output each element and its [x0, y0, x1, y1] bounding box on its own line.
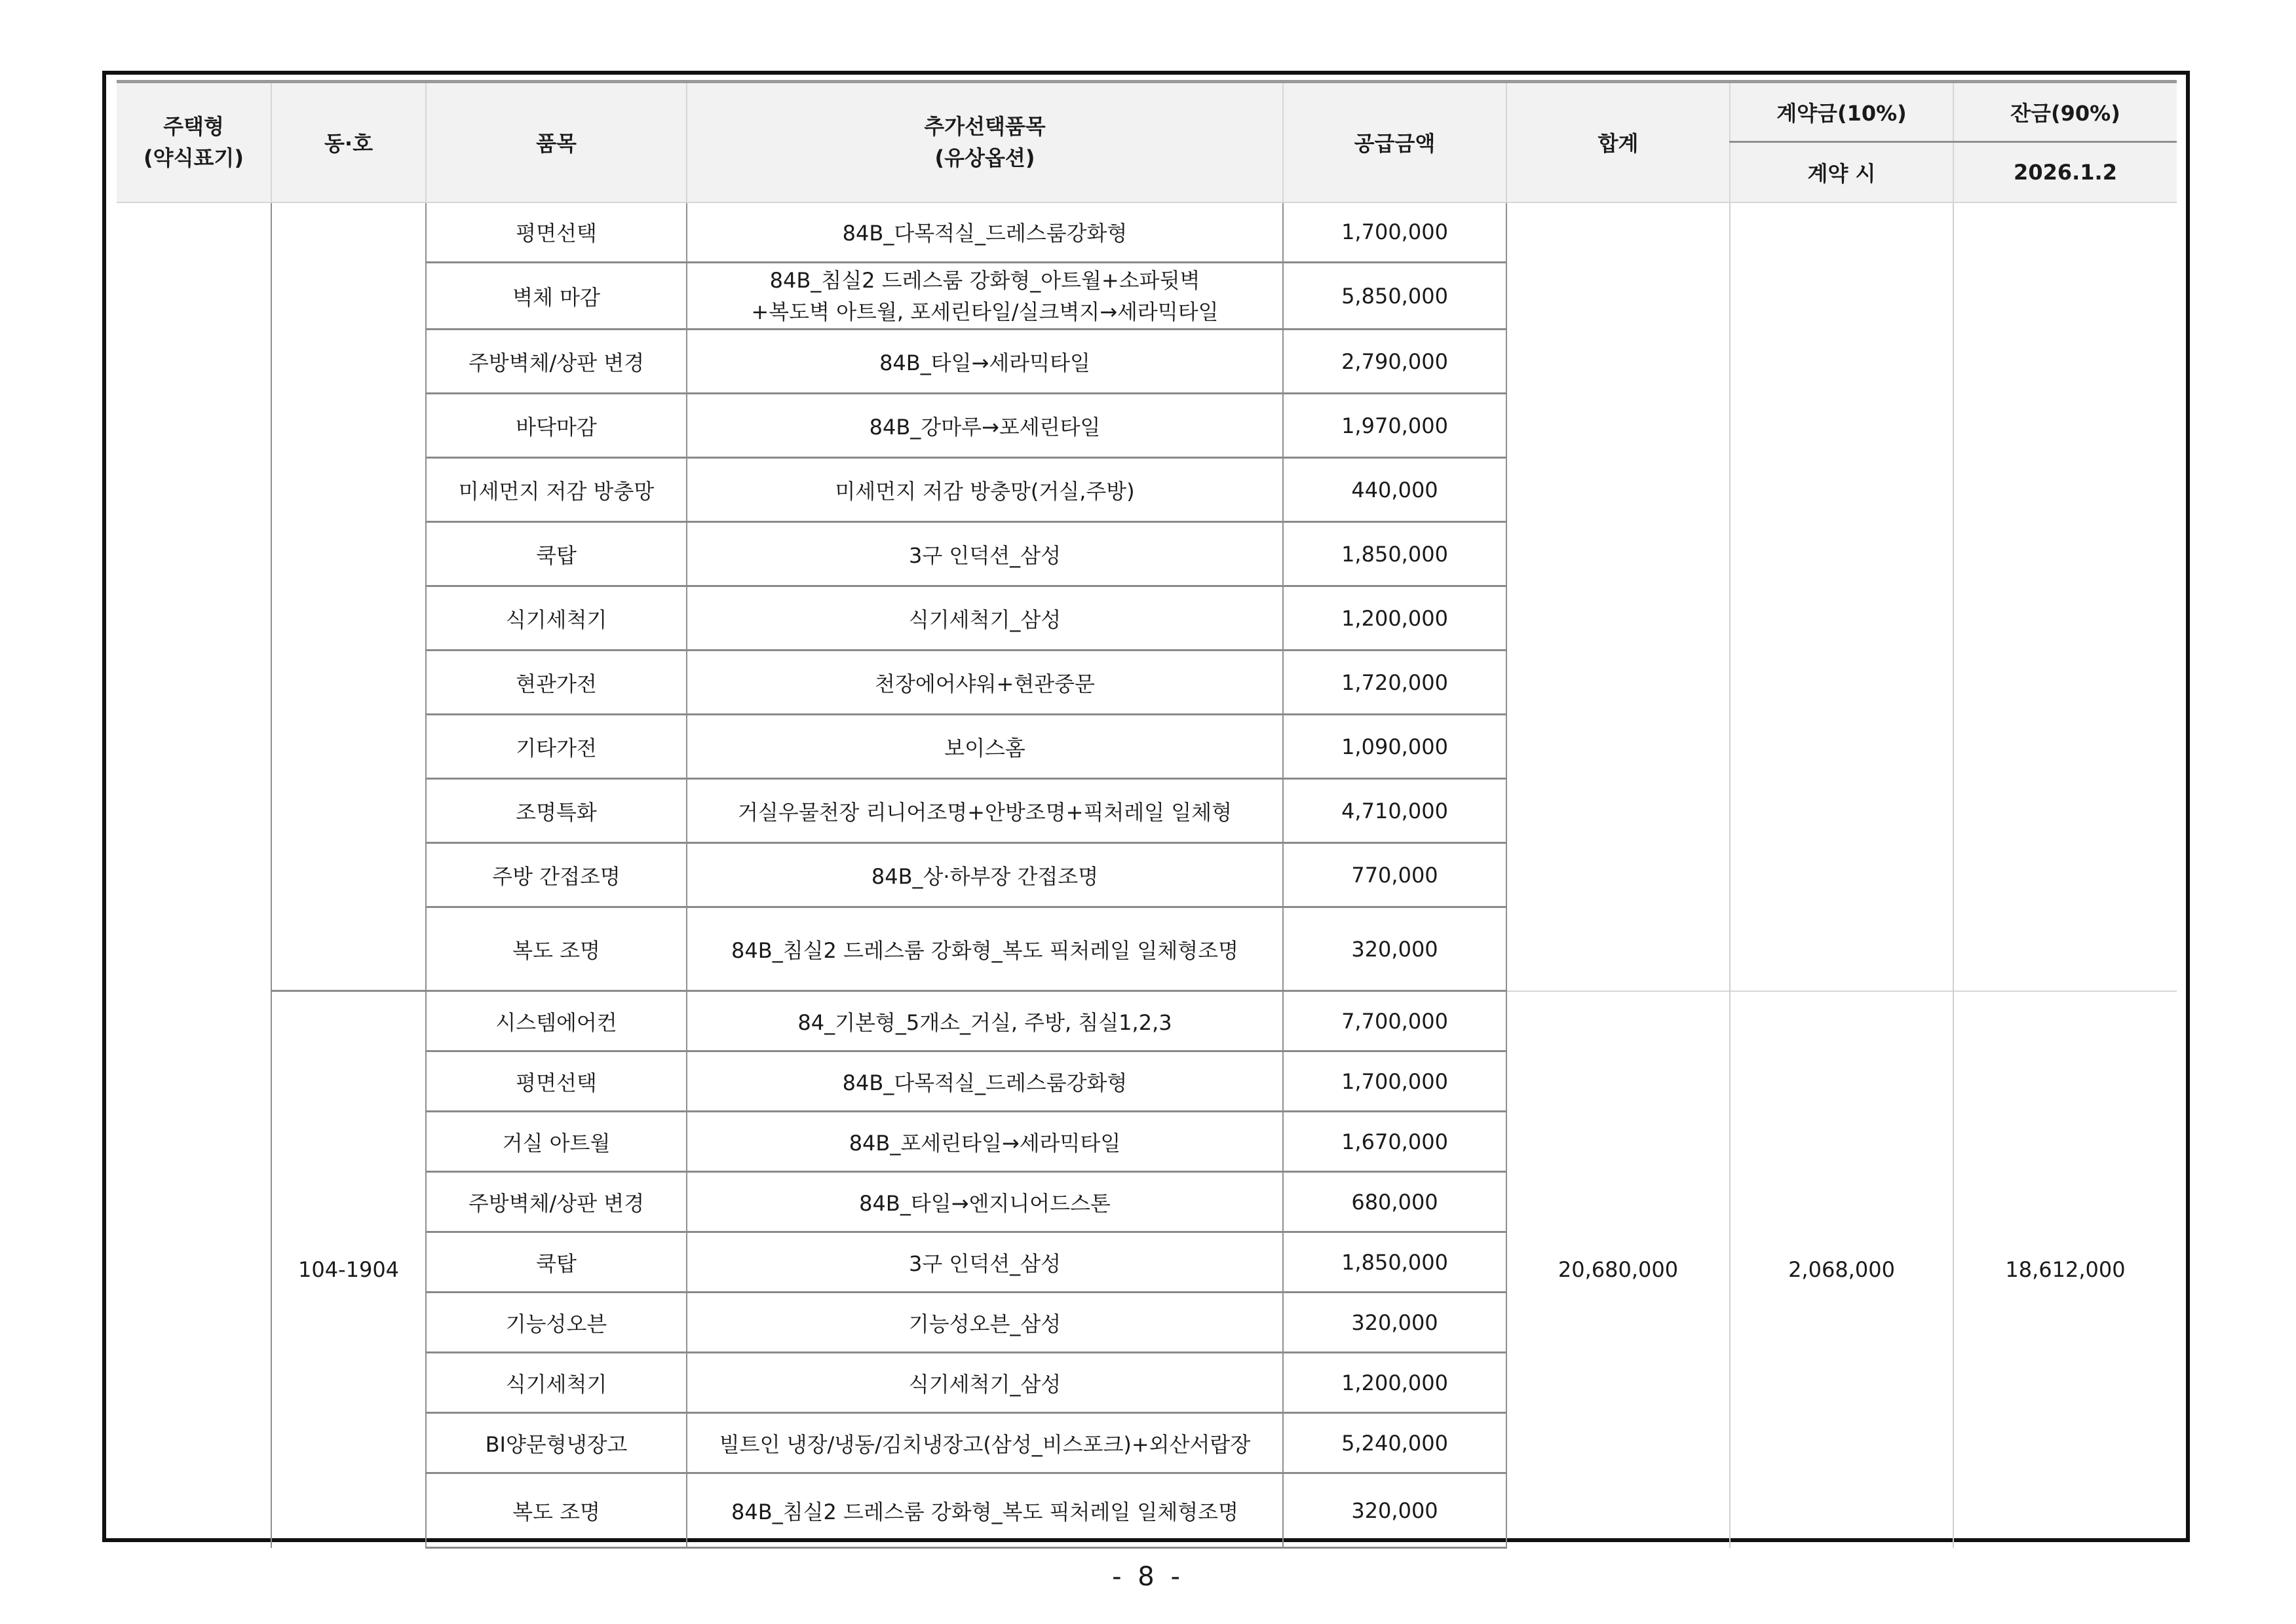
option-cell [687, 1232, 1283, 1293]
item-cell: 평면선택 [426, 1051, 687, 1112]
supply-amount-cell: 1,700,000 [1283, 202, 1506, 263]
option-text: 84B_상·하부장 간접조명 [871, 863, 1099, 889]
supply-amount-cell: 1,850,000 [1283, 522, 1506, 586]
option-cell [687, 202, 1283, 263]
supply-amount-cell: 440,000 [1283, 458, 1506, 522]
option-cell [687, 1353, 1283, 1413]
option-text: 기능성오븐_삼성 [908, 1311, 1062, 1336]
option-cell [687, 1473, 1283, 1548]
supply-amount-cell: 1,090,000 [1283, 715, 1506, 779]
header-option-line2: (유상옵션) [934, 145, 1035, 171]
option-text: 84B_침실2 드레스룸 강화형_복도 픽처레일 일체형조명 [731, 937, 1238, 963]
deposit-cell: 2,068,000 [1730, 991, 1953, 1548]
supply-amount-cell: 320,000 [1283, 907, 1506, 991]
option-text: 84B_침실2 드레스룸 강화형_복도 픽처레일 일체형조명 [731, 1499, 1238, 1524]
option-price-table [117, 80, 2177, 1549]
option-text: 거실우물천장 리니어조명+안방조명+픽처레일 일체형 [737, 799, 1233, 825]
option-cell [687, 907, 1283, 991]
option-text: +복도벽 아트월, 포세린타일/실크벽지→세라믹타일 [751, 299, 1219, 324]
item-cell: 식기세척기 [426, 586, 687, 651]
option-text: 3구 인덕션_삼성 [908, 542, 1061, 568]
supply-amount-cell: 4,710,000 [1283, 779, 1506, 843]
header-unit: 동·호 [271, 82, 426, 202]
supply-amount-cell: 1,200,000 [1283, 1353, 1506, 1413]
total-cell [1506, 202, 1730, 991]
header-balance-when: 2026.1.2 [1953, 142, 2177, 202]
option-text: 식기세척기_삼성 [908, 1371, 1062, 1397]
table-row [117, 202, 2177, 263]
option-cell [687, 843, 1283, 907]
housing-type-cell [117, 991, 271, 1548]
option-cell [687, 1112, 1283, 1172]
supply-amount-cell: 320,000 [1283, 1473, 1506, 1548]
option-text: 천장에어샤워+현관중문 [875, 671, 1095, 696]
option-cell [687, 1172, 1283, 1232]
item-cell: 복도 조명 [426, 1473, 687, 1548]
option-cell [687, 263, 1283, 330]
option-cell [687, 1293, 1283, 1353]
item-cell: 주방벽체/상판 변경 [426, 330, 687, 394]
header-balance: 잔금(90%) [1953, 82, 2177, 142]
option-text: 빌트인 냉장/냉동/김치냉장고(삼성_비스포크)+외산서랍장 [719, 1431, 1251, 1457]
item-cell: 조명특화 [426, 779, 687, 843]
item-cell: 복도 조명 [426, 907, 687, 991]
option-text: 84_기본형_5개소_거실, 주방, 침실1,2,3 [797, 1010, 1172, 1035]
option-cell [687, 779, 1283, 843]
header-option [687, 82, 1283, 202]
item-cell: 주방 간접조명 [426, 843, 687, 907]
balance-cell: 18,612,000 [1953, 991, 2177, 1548]
header-housing-type-line1: 주택형 [163, 114, 224, 140]
option-text: 식기세척기_삼성 [908, 607, 1062, 632]
supply-amount-cell: 1,700,000 [1283, 1051, 1506, 1112]
option-cell [687, 458, 1283, 522]
item-cell: 현관가전 [426, 651, 687, 715]
supply-amount-cell: 2,790,000 [1283, 330, 1506, 394]
supply-amount-cell: 680,000 [1283, 1172, 1506, 1232]
supply-amount-cell: 1,670,000 [1283, 1112, 1506, 1172]
item-cell: 미세먼지 저감 방충망 [426, 458, 687, 522]
supply-amount-cell: 5,850,000 [1283, 263, 1506, 330]
option-cell [687, 330, 1283, 394]
option-cell [687, 651, 1283, 715]
option-text: 84B_타일→엔지니어드스톤 [859, 1190, 1111, 1216]
item-cell: 벽체 마감 [426, 263, 687, 330]
housing-type-cell [117, 202, 271, 991]
item-cell: BI양문형냉장고 [426, 1413, 687, 1473]
item-cell: 기능성오븐 [426, 1293, 687, 1353]
option-cell [687, 1051, 1283, 1112]
option-cell [687, 522, 1283, 586]
option-text: 보이스홈 [944, 735, 1025, 761]
option-text: 84B_포세린타일→세라믹타일 [849, 1130, 1121, 1156]
header-option-line1: 추가선택품목 [924, 114, 1046, 140]
option-cell [687, 1413, 1283, 1473]
item-cell: 주방벽체/상판 변경 [426, 1172, 687, 1232]
header-deposit: 계약금(10%) [1730, 82, 1953, 142]
unit-cell: 104-1904 [271, 991, 426, 1548]
option-cell [687, 991, 1283, 1051]
header-total: 합계 [1506, 82, 1730, 202]
supply-amount-cell: 1,200,000 [1283, 586, 1506, 651]
unit-cell [271, 202, 426, 991]
option-cell [687, 394, 1283, 458]
supply-amount-cell: 1,720,000 [1283, 651, 1506, 715]
header-housing-type [117, 82, 271, 202]
item-cell: 거실 아트월 [426, 1112, 687, 1172]
option-text: 3구 인덕션_삼성 [908, 1251, 1061, 1276]
option-text: 84B_침실2 드레스룸 강화형_아트월+소파뒷벽 [769, 267, 1200, 293]
supply-amount-cell: 1,850,000 [1283, 1232, 1506, 1293]
item-cell: 식기세척기 [426, 1353, 687, 1413]
table-row [117, 991, 2177, 1051]
balance-cell [1953, 202, 2177, 991]
item-cell: 쿡탑 [426, 1232, 687, 1293]
supply-amount-cell: 5,240,000 [1283, 1413, 1506, 1473]
supply-amount-cell: 320,000 [1283, 1293, 1506, 1353]
header-deposit-when: 계약 시 [1730, 142, 1953, 202]
option-text: 84B_타일→세라믹타일 [879, 350, 1090, 375]
item-cell: 쿡탑 [426, 522, 687, 586]
item-cell: 기타가전 [426, 715, 687, 779]
supply-amount-cell: 7,700,000 [1283, 991, 1506, 1051]
option-text: 84B_다목적실_드레스룸강화형 [842, 221, 1128, 246]
header-item: 품목 [426, 82, 687, 202]
item-cell: 바닥마감 [426, 394, 687, 458]
item-cell: 평면선택 [426, 202, 687, 263]
item-cell: 시스템에어컨 [426, 991, 687, 1051]
total-cell: 20,680,000 [1506, 991, 1730, 1548]
supply-amount-cell: 770,000 [1283, 843, 1506, 907]
header-housing-type-line2: (약식표기) [144, 145, 244, 171]
option-text: 미세먼지 저감 방충망(거실,주방) [835, 478, 1135, 504]
header-supply-amount: 공급금액 [1283, 82, 1506, 202]
option-cell [687, 586, 1283, 651]
deposit-cell [1730, 202, 1953, 991]
page-number: - 8 - [1112, 1562, 1184, 1592]
option-text: 84B_강마루→포세린타일 [869, 414, 1101, 440]
supply-amount-cell: 1,970,000 [1283, 394, 1506, 458]
option-cell [687, 715, 1283, 779]
option-text: 84B_다목적실_드레스룸강화형 [842, 1070, 1128, 1095]
